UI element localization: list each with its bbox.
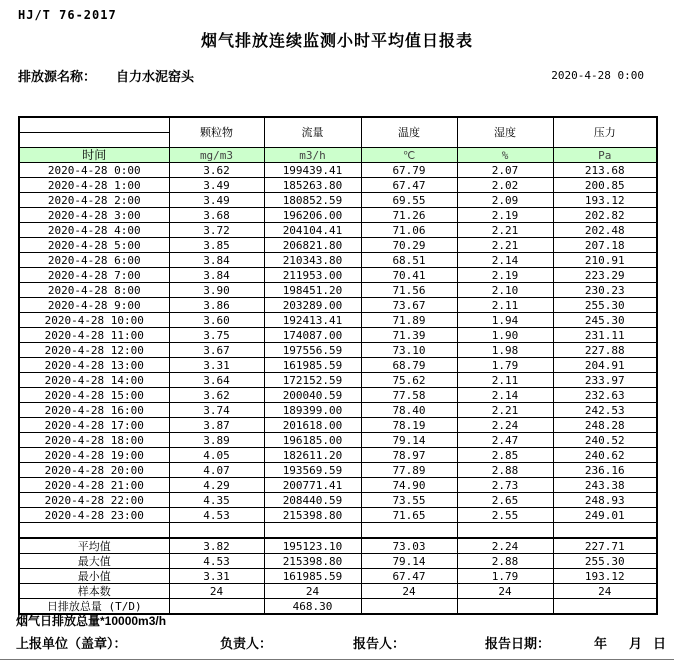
summary-label-cell: 最小值 [19,569,169,584]
table-row [19,463,657,478]
time-cell: 2020-4-28 5:00 [19,238,169,253]
day-label: 日 [653,636,667,651]
emission-source-name: 自力水泥窑头 [116,69,195,84]
table-row [19,283,657,298]
value-cell: 71.26 [361,208,457,223]
value-cell: 185263.80 [264,178,361,193]
value-cell: 4.53 [169,554,264,569]
value-cell: 199439.41 [264,163,361,178]
table-row [19,448,657,463]
value-cell: 2.65 [457,493,553,508]
value-cell: 67.47 [361,569,457,584]
value-cell: 2.24 [457,538,553,554]
value-cell: 227.88 [553,343,657,358]
value-cell: 2.21 [457,238,553,253]
value-cell: 78.97 [361,448,457,463]
time-cell: 2020-4-28 6:00 [19,253,169,268]
value-cell: 73.03 [361,538,457,554]
value-cell: 193.12 [553,193,657,208]
emission-source-line [18,66,194,85]
value-cell: 2.10 [457,283,553,298]
value-cell: 1.79 [457,569,553,584]
value-cell: 79.14 [361,554,457,569]
table-row [19,433,657,448]
value-cell: 1.79 [457,358,553,373]
standard-number: HJ/T 76-2017 [18,8,117,22]
responsible-person-label: 负责人： [220,636,273,651]
value-cell: 202.82 [553,208,657,223]
value-cell: 2.88 [457,463,553,478]
time-cell: 2020-4-28 7:00 [19,268,169,283]
value-cell: 232.63 [553,388,657,403]
value-cell: 182611.20 [264,448,361,463]
value-cell: 73.67 [361,298,457,313]
table-row [19,238,657,253]
value-cell: 2.14 [457,388,553,403]
month-label: 月 [629,636,643,651]
value-cell: 206821.80 [264,238,361,253]
value-cell: 213.68 [553,163,657,178]
value-cell: 3.74 [169,403,264,418]
unit-row [19,148,657,163]
value-cell [169,523,264,539]
value-cell [553,599,657,615]
value-cell: 2.88 [457,554,553,569]
table-row [19,493,657,508]
column-header-flow: 流量 [264,117,361,148]
value-cell: 3.86 [169,298,264,313]
time-cell: 2020-4-28 22:00 [19,493,169,508]
value-cell: 195123.10 [264,538,361,554]
time-cell: 2020-4-28 2:00 [19,193,169,208]
reporter-label: 报告人： [353,636,406,651]
value-cell: 172152.59 [264,373,361,388]
value-cell: 210343.80 [264,253,361,268]
value-cell: 3.31 [169,358,264,373]
table-row [19,373,657,388]
column-header-pressure: 压力 [553,117,657,148]
value-cell: 1.94 [457,313,553,328]
report-unit-label: 上报单位（盖章）： [16,636,127,651]
time-cell: 2020-4-28 21:00 [19,478,169,493]
summary-row [19,569,657,584]
header-blank-bottom [19,133,169,148]
value-cell: 4.29 [169,478,264,493]
value-cell: 249.01 [553,508,657,523]
unit-particulate: mg/m3 [169,148,264,163]
value-cell: 3.89 [169,433,264,448]
header-row-top [19,117,657,133]
value-cell: 3.72 [169,223,264,238]
time-cell: 2020-4-28 15:00 [19,388,169,403]
unit-humidity: % [457,148,553,163]
emission-source-label: 排放源名称： [18,69,97,84]
value-cell [361,599,457,615]
time-cell: 2020-4-28 14:00 [19,373,169,388]
value-cell: 77.89 [361,463,457,478]
value-cell: 2.07 [457,163,553,178]
value-cell: 2.09 [457,193,553,208]
value-cell: 3.64 [169,373,264,388]
value-cell: 255.30 [553,554,657,569]
value-cell: 200771.41 [264,478,361,493]
value-cell: 174087.00 [264,328,361,343]
table-row [19,418,657,433]
value-cell: 2.19 [457,208,553,223]
value-cell: 3.84 [169,268,264,283]
value-cell [264,523,361,539]
table-row [19,478,657,493]
table-body [19,163,657,615]
value-cell: 75.62 [361,373,457,388]
daily-total-note: 烟气日排放总量*10000m3/h [16,614,167,628]
value-cell: 3.60 [169,313,264,328]
value-cell [361,523,457,539]
table-row [19,328,657,343]
value-cell: 3.49 [169,178,264,193]
value-cell: 3.87 [169,418,264,433]
value-cell: 73.55 [361,493,457,508]
value-cell: 4.05 [169,448,264,463]
value-cell: 468.30 [264,599,361,615]
summary-label-cell: 最大值 [19,554,169,569]
table-row [19,193,657,208]
value-cell: 70.29 [361,238,457,253]
value-cell: 71.39 [361,328,457,343]
value-cell: 248.28 [553,418,657,433]
value-cell: 78.40 [361,403,457,418]
bottom-divider [0,659,674,660]
value-cell: 2.24 [457,418,553,433]
value-cell: 67.47 [361,178,457,193]
value-cell: 215398.80 [264,508,361,523]
value-cell: 245.30 [553,313,657,328]
value-cell: 67.79 [361,163,457,178]
table-row [19,253,657,268]
value-cell: 240.52 [553,433,657,448]
value-cell: 248.93 [553,493,657,508]
value-cell: 78.19 [361,418,457,433]
summary-label-cell: 样本数 [19,584,169,599]
value-cell: 240.62 [553,448,657,463]
value-cell: 4.53 [169,508,264,523]
page-title: 烟气排放连续监测小时平均值日报表 [200,33,473,50]
value-cell: 201618.00 [264,418,361,433]
value-cell: 71.65 [361,508,457,523]
value-cell: 4.35 [169,493,264,508]
value-cell: 69.55 [361,193,457,208]
value-cell: 3.75 [169,328,264,343]
value-cell: 193569.59 [264,463,361,478]
time-cell: 2020-4-28 12:00 [19,343,169,358]
value-cell: 2.02 [457,178,553,193]
value-cell: 236.16 [553,463,657,478]
report-datetime: 2020-4-28 0:00 [551,69,644,82]
value-cell: 3.85 [169,238,264,253]
value-cell: 3.49 [169,193,264,208]
value-cell: 204104.41 [264,223,361,238]
time-cell: 2020-4-28 10:00 [19,313,169,328]
value-cell: 3.84 [169,253,264,268]
summary-label-cell: 日排放总量 (T/D) [19,599,169,615]
value-cell: 161985.59 [264,358,361,373]
time-cell: 2020-4-28 13:00 [19,358,169,373]
value-cell: 68.51 [361,253,457,268]
value-cell: 2.55 [457,508,553,523]
value-cell: 71.56 [361,283,457,298]
table-row [19,388,657,403]
value-cell: 2.19 [457,268,553,283]
value-cell: 74.90 [361,478,457,493]
year-label: 年 [594,636,608,651]
time-cell: 2020-4-28 11:00 [19,328,169,343]
value-cell: 180852.59 [264,193,361,208]
value-cell: 71.06 [361,223,457,238]
value-cell: 223.29 [553,268,657,283]
value-cell: 2.47 [457,433,553,448]
value-cell: 2.21 [457,403,553,418]
column-header-temperature: 温度 [361,117,457,148]
time-cell: 2020-4-28 16:00 [19,403,169,418]
value-cell: 200.85 [553,178,657,193]
value-cell: 189399.00 [264,403,361,418]
unit-pressure: Pa [553,148,657,163]
header-blank-top [19,117,169,133]
value-cell: 197556.59 [264,343,361,358]
value-cell: 2.14 [457,253,553,268]
time-column-header: 时间 [19,148,169,163]
value-cell: 3.67 [169,343,264,358]
value-cell: 215398.80 [264,554,361,569]
value-cell: 3.31 [169,569,264,584]
value-cell: 2.73 [457,478,553,493]
time-cell [19,523,169,539]
table-row [19,358,657,373]
time-cell: 2020-4-28 9:00 [19,298,169,313]
value-cell: 3.82 [169,538,264,554]
unit-temperature: ℃ [361,148,457,163]
summary-row [19,538,657,554]
column-header-particulate: 颗粒物 [169,117,264,148]
value-cell: 242.53 [553,403,657,418]
table-row [19,298,657,313]
value-cell: 73.10 [361,343,457,358]
time-cell: 2020-4-28 4:00 [19,223,169,238]
time-cell: 2020-4-28 20:00 [19,463,169,478]
data-table [18,116,658,615]
unit-flow: m3/h [264,148,361,163]
report-date-label: 报告日期： [485,636,551,651]
value-cell [457,599,553,615]
time-cell: 2020-4-28 1:00 [19,178,169,193]
summary-row [19,554,657,569]
value-cell: 24 [264,584,361,599]
value-cell: 202.48 [553,223,657,238]
value-cell: 193.12 [553,569,657,584]
table-row [19,223,657,238]
table-row [19,403,657,418]
value-cell: 192413.41 [264,313,361,328]
value-cell: 207.18 [553,238,657,253]
value-cell: 227.71 [553,538,657,554]
value-cell: 24 [361,584,457,599]
value-cell: 243.38 [553,478,657,493]
value-cell: 231.11 [553,328,657,343]
time-cell: 2020-4-28 3:00 [19,208,169,223]
time-cell: 2020-4-28 17:00 [19,418,169,433]
value-cell: 161985.59 [264,569,361,584]
value-cell: 233.97 [553,373,657,388]
value-cell: 3.62 [169,388,264,403]
time-cell: 2020-4-28 0:00 [19,163,169,178]
signature-row [0,633,674,649]
value-cell [553,523,657,539]
value-cell: 24 [169,584,264,599]
value-cell: 208440.59 [264,493,361,508]
value-cell: 1.90 [457,328,553,343]
value-cell: 2.85 [457,448,553,463]
value-cell: 210.91 [553,253,657,268]
value-cell: 70.41 [361,268,457,283]
value-cell: 230.23 [553,283,657,298]
value-cell: 1.98 [457,343,553,358]
value-cell: 71.89 [361,313,457,328]
table-row [19,163,657,178]
spacer-row [19,523,657,539]
value-cell: 196206.00 [264,208,361,223]
value-cell: 4.07 [169,463,264,478]
summary-label-cell: 平均值 [19,538,169,554]
table-row [19,508,657,523]
time-cell: 2020-4-28 8:00 [19,283,169,298]
time-cell: 2020-4-28 23:00 [19,508,169,523]
value-cell: 200040.59 [264,388,361,403]
value-cell: 211953.00 [264,268,361,283]
value-cell: 3.68 [169,208,264,223]
value-cell: 24 [553,584,657,599]
table-row [19,268,657,283]
column-header-humidity: 湿度 [457,117,553,148]
summary-row [19,584,657,599]
value-cell [169,599,264,615]
value-cell: 255.30 [553,298,657,313]
value-cell: 68.79 [361,358,457,373]
value-cell: 196185.00 [264,433,361,448]
value-cell: 204.91 [553,358,657,373]
table-row [19,208,657,223]
value-cell: 198451.20 [264,283,361,298]
value-cell: 3.62 [169,163,264,178]
table-row [19,178,657,193]
value-cell: 2.21 [457,223,553,238]
time-cell: 2020-4-28 19:00 [19,448,169,463]
table-row [19,343,657,358]
value-cell: 3.90 [169,283,264,298]
value-cell: 2.11 [457,298,553,313]
value-cell: 77.58 [361,388,457,403]
table-row [19,313,657,328]
value-cell: 203289.00 [264,298,361,313]
value-cell [457,523,553,539]
time-cell: 2020-4-28 18:00 [19,433,169,448]
value-cell: 2.11 [457,373,553,388]
value-cell: 79.14 [361,433,457,448]
value-cell: 24 [457,584,553,599]
